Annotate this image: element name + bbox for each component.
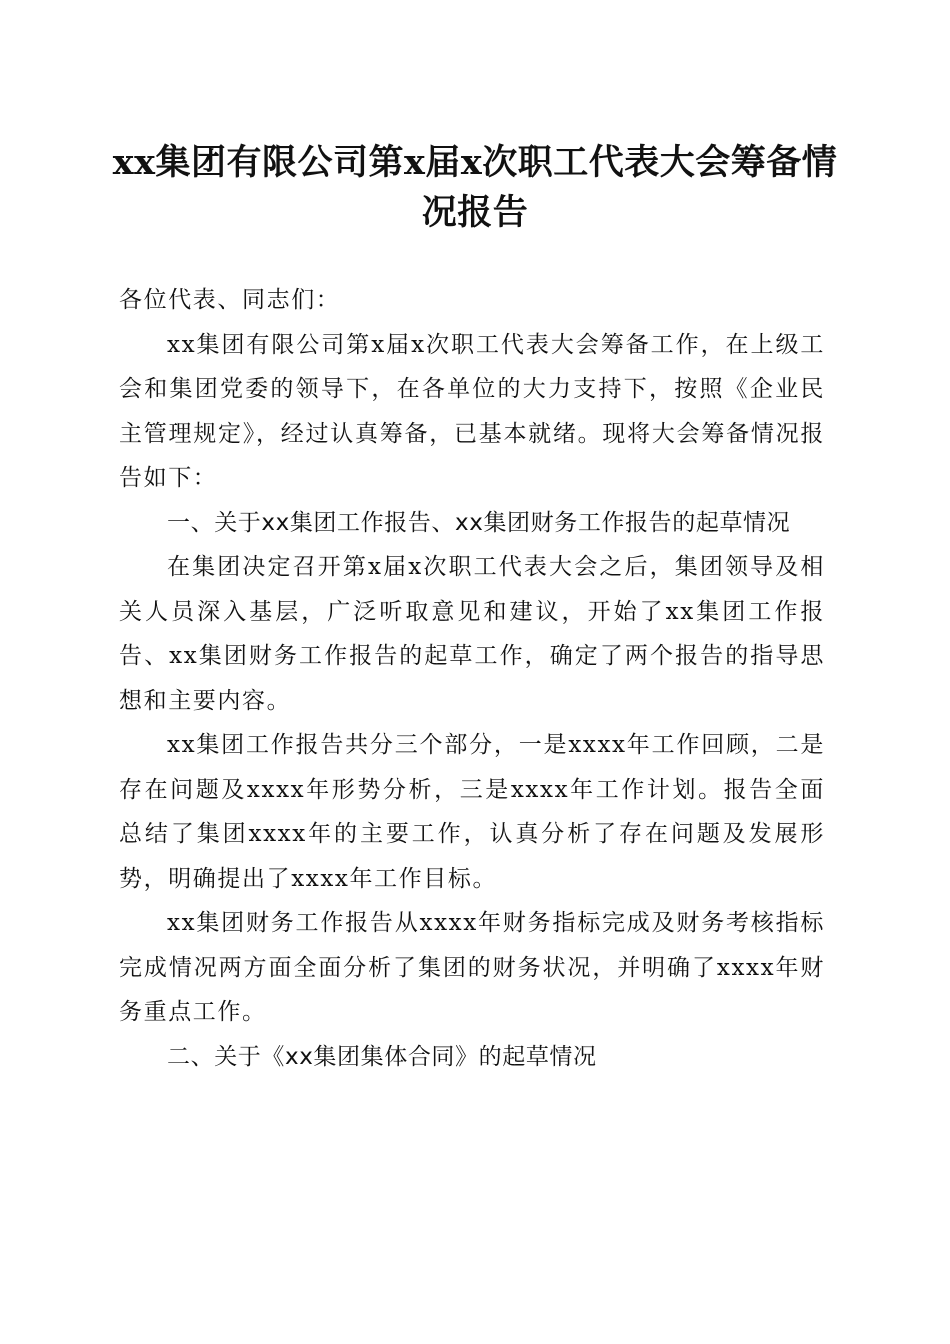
intro-paragraph: xx集团有限公司第x届x次职工代表大会筹备工作，在上级工会和集团党委的领导下，在各单位的大力支持下，按照《企业民主管理规定》，经过认真筹备，已基本就绪。现将大会筹备情况报告如下： bbox=[119, 331, 825, 491]
document-title: xx集团有限公司第x届x次职工代表大会筹备情况报告 bbox=[112, 142, 838, 233]
section-heading-1: 一、关于xx集团工作报告、xx集团财务工作报告的起草情况 bbox=[167, 509, 791, 536]
body-paragraph: xx集团工作报告共分三个部分，一是xxxx年工作回顾，二是存在问题及xxxx年形势分析，三是xxxx年工作计划。报告全面总结了集团xxxx年的主要工作，认真分析了存在问题及发展形势，明确提出了xxxx年工作目标。 bbox=[119, 732, 825, 892]
salutation: 各位代表、同志们： bbox=[119, 287, 341, 313]
body-paragraph: 在集团决定召开第x届x次职工代表大会之后，集团领导及相关人员深入基层，广泛听取意见和建议，开始了xx集团工作报告、xx集团财务工作报告的起草工作，确定了两个报告的指导思想和主要内容。 bbox=[119, 554, 825, 714]
document-body bbox=[119, 278, 825, 1079]
body-paragraph: xx集团财务工作报告从xxxx年财务指标完成及财务考核指标完成情况两方面全面分析了集团的财务状况，并明确了xxxx年财务重点工作。 bbox=[119, 910, 825, 1025]
section-heading-2: 二、关于《xx集团集体合同》的起草情况 bbox=[167, 1043, 597, 1070]
